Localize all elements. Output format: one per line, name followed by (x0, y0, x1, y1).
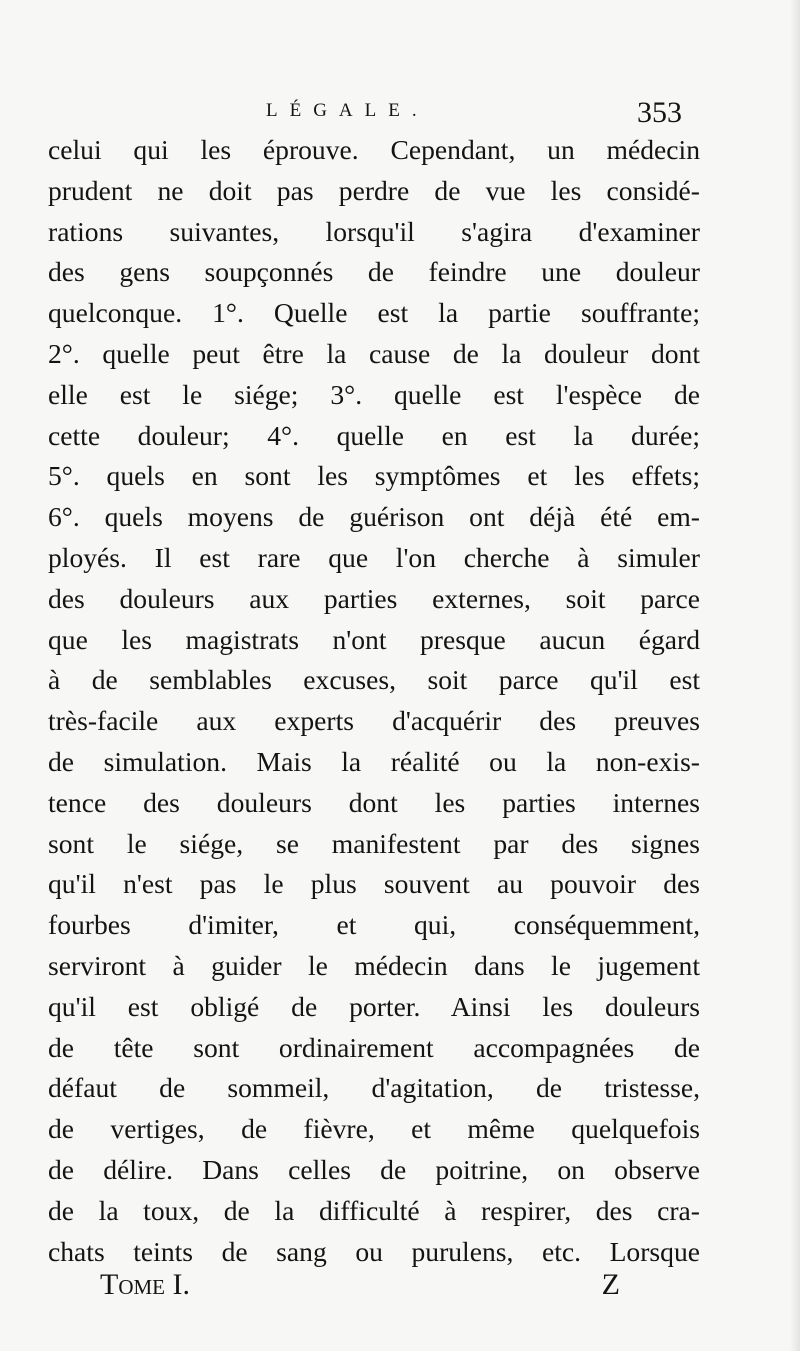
text-line: serviront à guider le médecin dans le jugement (48, 949, 700, 981)
body-text (48, 130, 700, 1272)
text-line: que les magistrats n'ont presque aucun égard (48, 623, 700, 655)
text-line: tence des douleurs dont les parties internes (48, 786, 700, 818)
text-line: de simulation. Mais la réalité ou la non-exis- (48, 745, 700, 777)
volume-signature: Tome I. (100, 1268, 190, 1301)
text-line: qu'il n'est pas le plus souvent au pouvoir des (48, 868, 700, 900)
text-line: quelconque. 1°. Quelle est la partie souffrante; (48, 297, 700, 329)
text-line: chats teints de sang ou purulens, etc. Lorsque (48, 1235, 700, 1267)
text-line: 6°. quels moyens de guérison ont déjà été em- (48, 501, 700, 533)
text-line: défaut de sommeil, d'agitation, de tristesse, (48, 1072, 700, 1104)
text-line: celui qui les éprouve. Cependant, un médecin (48, 134, 700, 165)
text-line: cette douleur; 4°. quelle en est la durée; (48, 419, 700, 451)
running-head (48, 96, 688, 132)
text-line: elle est le siége; 3°. quelle est l'espèce de (48, 378, 700, 410)
text-line: prudent ne doit pas perdre de vue les considé- (48, 174, 700, 206)
text-line: des douleurs aux parties externes, soit parce (48, 582, 700, 614)
text-line: à de semblables excuses, soit parce qu'il est (48, 664, 700, 696)
page-number: 353 (637, 96, 682, 129)
text-line: 2°. quelle peut être la cause de la douleur dont (48, 337, 700, 369)
signature-footer (100, 1268, 620, 1308)
gathering-signature: Z (601, 1268, 620, 1301)
running-title: LÉGALE. (266, 100, 429, 121)
text-line: sont le siége, se manifestent par des signes (48, 827, 700, 859)
text-line: de délire. Dans celles de poitrine, on observe (48, 1153, 700, 1185)
text-line: ployés. Il est rare que l'on cherche à simuler (48, 541, 700, 573)
text-line: très-facile aux experts d'acquérir des preuves (48, 705, 700, 737)
text-line: fourbes d'imiter, et qui, conséquemment, (48, 909, 700, 941)
text-line: de la toux, de la difficulté à respirer, des cra- (48, 1194, 700, 1226)
text-line: de tête sont ordinairement accompagnées de (48, 1031, 700, 1063)
text-line: qu'il est obligé de porter. Ainsi les douleurs (48, 990, 700, 1022)
text-line: de vertiges, de fièvre, et même quelquefois (48, 1113, 700, 1145)
text-line: 5°. quels en sont les symptômes et les effets; (48, 460, 700, 492)
text-line: rations suivantes, lorsqu'il s'agira d'examiner (48, 215, 700, 247)
text-line: des gens soupçonnés de feindre une douleur (48, 256, 700, 288)
page-edge-shadow (790, 0, 800, 1351)
